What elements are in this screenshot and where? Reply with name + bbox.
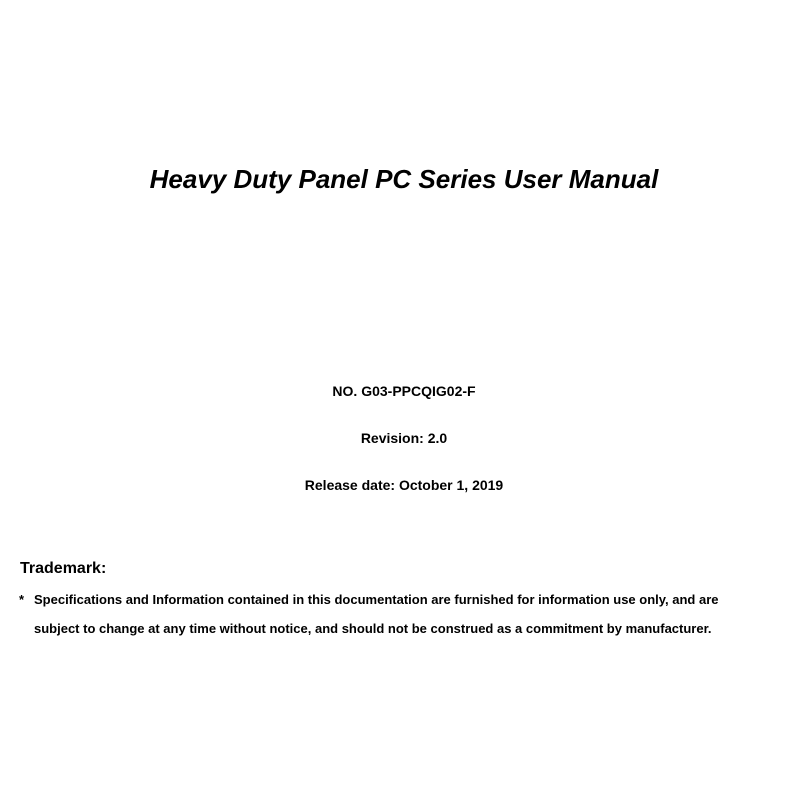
revision-label: Revision: 2.0 — [360, 430, 448, 446]
bullet-asterisk: * — [19, 592, 25, 607]
document-title: Heavy Duty Panel PC Series User Manual — [149, 164, 659, 194]
document-number: NO. G03-PPCQIG02-F — [332, 383, 476, 399]
trademark-heading: Trademark: — [20, 560, 107, 577]
trademark-notice-line: Specifications and Information contained in this documentation are furnished for information use only, and are — [34, 592, 719, 607]
trademark-notice-line: subject to change at any time without notice, and should not be construed as a commitment by manufacturer. — [34, 621, 712, 636]
release-date-label: Release date: October 1, 2019 — [304, 477, 504, 493]
